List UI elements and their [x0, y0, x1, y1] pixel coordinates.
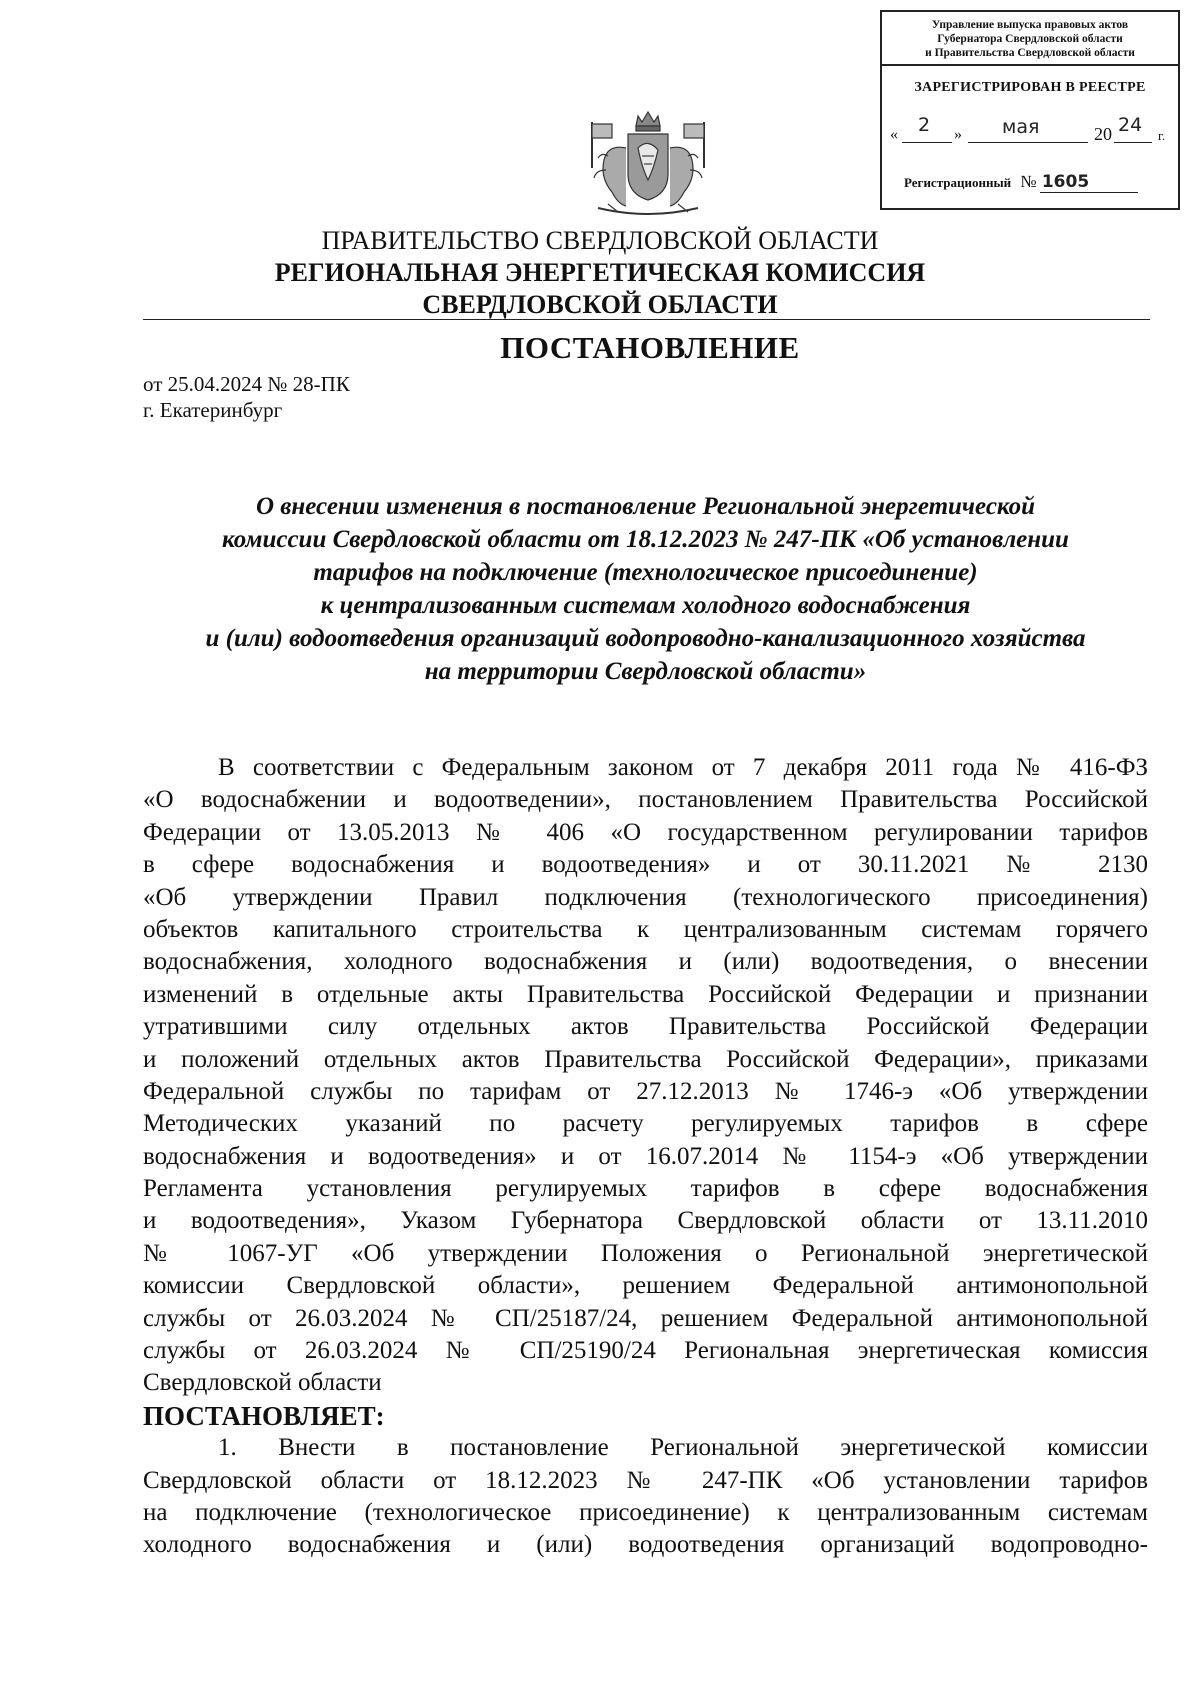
stamp-header-line: и Правительства Свердловской области	[925, 47, 1135, 59]
stamp-date	[890, 114, 1174, 150]
body-line: Регламента установления регулируемых тарифов в сфере водоснабжения	[143, 1175, 1148, 1203]
stamp-header	[882, 12, 1178, 66]
stamp-number-value: 1605	[1040, 172, 1138, 193]
body-line: изменений в отдельные акты Правительства Российской Федерации и признании	[143, 980, 1148, 1008]
stamp-open-quote: «	[890, 126, 898, 143]
body-line: службы от 26.03.2024 № СП/25187/24, решением Федеральной антимонопольной	[143, 1304, 1148, 1332]
resolves-heading: ПОСТАНОВЛЯЕТ:	[143, 1400, 385, 1431]
org-name-line-1: ПРАВИТЕЛЬСТВО СВЕРДЛОВСКОЙ ОБЛАСТИ	[321, 226, 879, 255]
body-line: водоснабжения, холодного водоснабжения и (или) водоотведения, о внесении	[143, 948, 1148, 976]
body-line: Федерации от 13.05.2013 № 406 «О государственном регулировании тарифов	[143, 818, 1148, 846]
item-1-line: 1. Внести в постановление Региональной энергетической комиссии	[218, 1434, 1148, 1462]
item-1-line: Свердловской области от 18.12.2023 № 247-ПК «Об установлении тарифов	[143, 1466, 1148, 1494]
stamp-close-quote: »	[954, 126, 962, 143]
body-line: Федеральной службы по тарифам от 27.12.2013 № 1746-э «Об утверждении	[143, 1077, 1148, 1105]
body-line: № 1067-УГ «Об утверждении Положения о Региональной энергетической	[143, 1239, 1148, 1267]
title-line: к централизованным системам холодного водоснабжения	[320, 592, 971, 619]
stamp-year: 24	[1118, 114, 1143, 136]
document-city: г. Екатеринбург	[143, 398, 283, 422]
body-line: в сфере водоснабжения и водоотведения» и от 30.11.2021 № 2130	[143, 851, 1148, 879]
document-type: ПОСТАНОВЛЕНИЕ	[500, 330, 800, 365]
stamp-month: мая	[1002, 116, 1040, 138]
body-line: «О водоснабжении и водоотведении», постановлением Правительства Российской	[143, 786, 1148, 814]
registration-stamp	[880, 10, 1180, 210]
coat-of-arms-icon	[578, 108, 718, 220]
stamp-header-line: Губернатора Свердловской области	[937, 33, 1123, 45]
body-line: Свердловской области	[143, 1369, 382, 1397]
title-line: О внесении изменения в постановление Региональной энергетической	[255, 493, 1036, 520]
stamp-registered-label: ЗАРЕГИСТРИРОВАН В РЕЕСТРЕ	[914, 80, 1146, 95]
body-line: Методических указаний по расчету регулируемых тарифов в сфере	[143, 1110, 1148, 1138]
title-line: на территории Свердловской области»	[424, 658, 867, 685]
document-body	[143, 752, 1148, 1562]
body-line: «Об утверждении Правил подключения (технологического присоединения)	[143, 883, 1148, 911]
item-1-line: на подключение (технологическое присоединение) к централизованным системам	[143, 1498, 1148, 1526]
body-line: и положений отдельных актов Правительства Российской Федерации», приказами	[143, 1045, 1148, 1073]
stamp-header-line: Управление выпуска правовых актов	[931, 19, 1129, 31]
stamp-reg-number	[904, 172, 1138, 193]
document-title	[143, 490, 1148, 688]
body-line: объектов капитального строительства к централизованным системам горячего	[143, 915, 1148, 943]
header-divider	[143, 319, 1150, 320]
org-name-line-3: СВЕРДЛОВСКОЙ ОБЛАСТИ	[422, 290, 778, 319]
body-line: службы от 26.03.2024 № СП/25190/24 Региональная энергетическая комиссия	[143, 1337, 1148, 1365]
title-line: тарифов на подключение (технологическое присоединение)	[313, 559, 978, 586]
org-name-line-2: РЕГИОНАЛЬНАЯ ЭНЕРГЕТИЧЕСКАЯ КОМИССИЯ	[274, 258, 926, 287]
body-line: водоснабжения и водоотведения» и от 16.07.2014 № 1154-э «Об утверждении	[143, 1142, 1148, 1170]
body-line: и водоотведения», Указом Губернатора Свердловской области от 13.11.2010	[143, 1207, 1148, 1235]
stamp-day: 2	[918, 114, 931, 136]
item-1-line: холодного водоснабжения и (или) водоотведения организаций водопроводно-	[143, 1531, 1148, 1559]
stamp-number-sign: №	[1020, 172, 1037, 191]
body-line: В соответствии с Федеральным законом от 7 декабря 2011 года № 416-ФЗ	[218, 754, 1148, 781]
stamp-number-label: Регистрационный	[904, 175, 1012, 190]
document-date-number: от 25.04.2024 № 28-ПК	[143, 372, 350, 396]
stamp-year-prefix: 20	[1094, 124, 1112, 144]
body-line: комиссии Свердловской области», решением Федеральной антимонопольной	[143, 1272, 1148, 1300]
body-line: утратившими силу отдельных актов Правительства Российской Федерации	[143, 1013, 1148, 1041]
title-line: комиссии Свердловской области от 18.12.2023 № 247-ПК «Об установлении	[222, 526, 1069, 553]
stamp-year-unit: г.	[1158, 128, 1166, 143]
title-line: и (или) водоотведения организаций водопроводно-канализационного хозяйства	[205, 625, 1086, 652]
